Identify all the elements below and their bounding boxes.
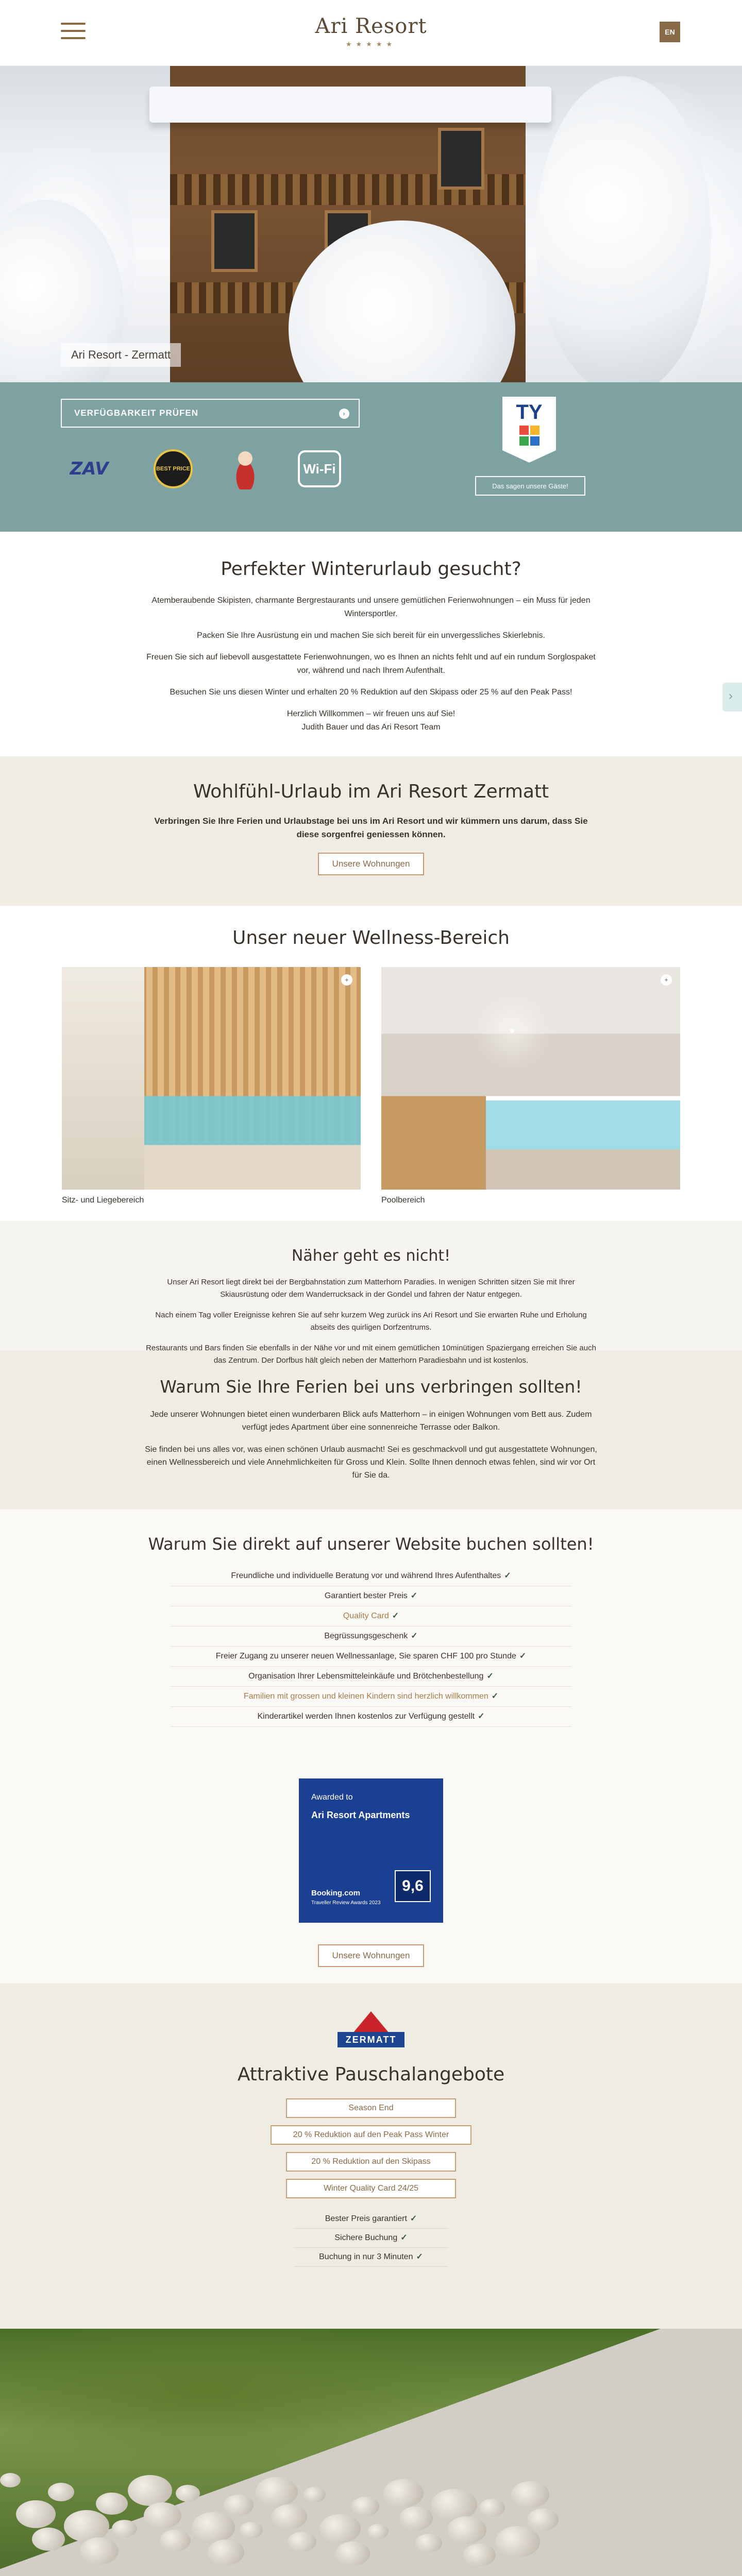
wellbeing-section bbox=[0, 756, 742, 906]
hero-image bbox=[0, 66, 742, 382]
award-score: 9,6 bbox=[395, 1870, 431, 1902]
brand-logo[interactable] bbox=[0, 14, 742, 48]
brand-stars: ★★★★★ bbox=[345, 40, 397, 48]
zoom-icon[interactable]: + bbox=[661, 974, 672, 986]
apartments-button[interactable]: Unsere Wohnungen bbox=[318, 1944, 425, 1967]
check-icon: ✓ bbox=[491, 1692, 499, 1701]
wellness-section bbox=[0, 906, 742, 1221]
check-icon: ✓ bbox=[410, 2214, 417, 2223]
location-section bbox=[0, 1221, 742, 1365]
intro-title: Perfekter Winterurlaub gesucht? bbox=[221, 558, 521, 580]
benefit-text: Freier Zugang zu unserer neuen Wellnessanlage, Sie sparen CHF 100 pro Stunde bbox=[215, 1652, 516, 1660]
benefit-text: Kinderartikel werden Ihnen kostenlos zur Verfügung gestellt bbox=[257, 1712, 475, 1721]
image-caption: Sitz- und Liegebereich bbox=[62, 1196, 144, 1205]
gallery-item[interactable] bbox=[381, 967, 680, 1205]
quality-badge: BEST PRICE bbox=[154, 449, 193, 488]
benefit-item bbox=[170, 1606, 572, 1626]
availability-label: VERFÜGBARKEIT PRÜFEN bbox=[74, 408, 199, 418]
intro-paragraph: Packen Sie Ihre Ausrüstung ein und machen Sie sich bereit für ein unvergessliches Skierlebnis. bbox=[197, 631, 545, 640]
intro-section bbox=[0, 532, 742, 756]
apartments-button[interactable]: Unsere Wohnungen bbox=[318, 853, 425, 875]
offer-quality-card[interactable]: Winter Quality Card 24/25 bbox=[286, 2179, 456, 2198]
award-subtitle: Traveller Review Awards 2023 bbox=[311, 1900, 381, 1906]
zoom-icon[interactable]: + bbox=[341, 974, 352, 986]
check-icon: ✓ bbox=[519, 1652, 527, 1660]
check-icon: ✓ bbox=[416, 2252, 423, 2261]
zermatt-logo-text: ZERMATT bbox=[338, 2032, 404, 2047]
check-icon: ✓ bbox=[411, 1632, 418, 1640]
check-icon: ✓ bbox=[410, 1591, 418, 1600]
availability-button[interactable] bbox=[61, 399, 360, 428]
intro-paragraph: Atemberaubende Skipisten, charmante Bergrestaurants und unsere gemütlichen Ferienwohnungen – ein Muss für jeden Wintersportler. bbox=[151, 596, 591, 618]
benefit-text: Freundliche und individuelle Beratung vor und während Ihres Aufenthaltes bbox=[231, 1571, 501, 1580]
benefit-item bbox=[170, 1707, 572, 1727]
offer-skipass[interactable]: 20 % Reduktion auf den Skipass bbox=[286, 2152, 456, 2172]
check-icon: ✓ bbox=[400, 2233, 408, 2242]
ski-resort-badge: ZAV bbox=[70, 459, 109, 479]
benefit-item bbox=[170, 1667, 572, 1687]
package-benefit-text: Sichere Buchung bbox=[334, 2233, 398, 2242]
gallery-item[interactable] bbox=[62, 967, 361, 1205]
why-title: Warum Sie Ihre Ferien bei uns verbringen sollten! bbox=[160, 1377, 582, 1397]
benefit-item bbox=[170, 1566, 572, 1586]
image-caption: Poolbereich bbox=[381, 1196, 425, 1205]
package-benefit-item bbox=[294, 2210, 448, 2229]
package-benefit-text: Bester Preis garantiert bbox=[325, 2214, 407, 2223]
wellness-gallery bbox=[0, 967, 742, 1205]
location-paragraph: Restaurants und Bars finden Sie ebenfalls in der Nähe vor und mit einem gemütlichen 10minütigen Spaziergang erreichen Sie auch das Zentrum. Der Dorfbus hält gleich neben der Matterhorn Paradiesbahn und ist kostenlos. bbox=[146, 1344, 596, 1365]
why-paragraph: Sie finden bei uns alles vor, was einen schönen Urlaub ausmacht! Sei es geschmackvoll und gut ausgestattete Wohnungen, einen Wellnessbereich und viele Annehmlichkeiten für Gross und Klein. Sollte Ihnen dennoch etwas fehlen, sind wir vor Ort für Sie da. bbox=[145, 1445, 597, 1480]
packages-title: Attraktive Pauschalangebote bbox=[237, 2064, 505, 2085]
package-benefit-item bbox=[294, 2248, 448, 2267]
package-benefits bbox=[0, 2210, 742, 2267]
benefit-text: Garantiert bester Preis bbox=[324, 1591, 408, 1600]
brand-name: Ari Resort bbox=[315, 14, 427, 38]
benefit-item bbox=[170, 1586, 572, 1606]
direct-booking-section bbox=[0, 1510, 742, 1984]
zermatt-logo bbox=[338, 2011, 404, 2053]
booking-award bbox=[299, 1778, 443, 1923]
intro-paragraph: Besuchen Sie uns diesen Winter und erhalten 20 % Reduktion auf den Skipass oder 25 % auf den Peak Pass! bbox=[170, 688, 572, 697]
location-paragraph: Nach einem Tag voller Ereignisse kehren Sie auf sehr kurzem Weg zurück ins Ari Resort und Sie erwarten Ruhe und Erholung abseits des quirligen Dorfzentrums. bbox=[155, 1311, 587, 1332]
award-name: Ari Resort Apartments bbox=[311, 1810, 410, 1820]
booking-band bbox=[0, 382, 742, 532]
reviews-button[interactable]: Das sagen unsere Gäste! bbox=[475, 476, 585, 496]
trustyou-logo[interactable] bbox=[502, 397, 556, 464]
wifi-badge: Wi-Fi bbox=[298, 450, 341, 487]
benefit-item bbox=[170, 1687, 572, 1707]
intro-greeting: Herzlich Willkommen – wir freuen uns auf Sie! Judith Bauer und das Ari Resort Team bbox=[286, 709, 456, 732]
garden-photo bbox=[0, 2329, 742, 2576]
badge-row bbox=[61, 448, 341, 489]
benefit-item bbox=[170, 1626, 572, 1647]
award-label: Awarded to bbox=[311, 1793, 353, 1802]
offer-season-end[interactable]: Season End bbox=[286, 2098, 456, 2118]
check-icon: ✓ bbox=[478, 1712, 485, 1721]
lounge-image[interactable] bbox=[62, 967, 361, 1190]
why-section bbox=[0, 1351, 742, 1510]
trustyou-text: TY bbox=[516, 400, 543, 423]
benefit-text: Begrüssungsgeschenk bbox=[324, 1632, 408, 1640]
intro-paragraph: Freuen Sie sich auf liebevoll ausgestattete Ferienwohnungen, wo es Ihnen an nichts fehlt und auf ein rundum Sorglospaket vor, während und nach Ihrem Aufenthalt. bbox=[146, 653, 596, 675]
pool-image[interactable] bbox=[381, 967, 680, 1190]
wellness-title: Unser neuer Wellness-Bereich bbox=[232, 927, 510, 948]
location-paragraph: Unser Ari Resort liegt direkt bei der Bergbahnstation zum Matterhorn Paradies. In wenigen Schritten sitzen Sie mit Ihrer Skiausrüstung oder dem Wanderrucksack in der Gondel und fahren der Natur entgegen. bbox=[167, 1278, 575, 1299]
package-benefit-item bbox=[294, 2229, 448, 2248]
location-title: Näher geht es nicht! bbox=[291, 1247, 451, 1265]
check-icon: ✓ bbox=[504, 1571, 511, 1580]
language-switch[interactable]: EN bbox=[660, 22, 680, 42]
site-header bbox=[0, 0, 742, 66]
direct-title: Warum Sie direkt auf unserer Website buchen sollten! bbox=[148, 1534, 594, 1554]
benefit-text: Organisation Ihrer Lebensmitteleinkäufe und Brötchenbestellung bbox=[248, 1672, 484, 1681]
packages-section bbox=[0, 1984, 742, 2329]
wellbeing-title: Wohlfühl-Urlaub im Ari Resort Zermatt bbox=[193, 781, 549, 802]
benefit-list bbox=[170, 1566, 572, 1727]
why-paragraph: Jede unserer Wohnungen bietet einen wunderbaren Blick aufs Matterhorn – in einigen Wohnungen vom Bett aus. Zudem verfügt jedes Apartment über eine sonnenreiche Terrasse oder Balkon. bbox=[150, 1410, 592, 1432]
arrow-right-icon: › bbox=[339, 409, 349, 419]
check-icon: ✓ bbox=[486, 1672, 494, 1681]
benefit-text: Familien mit grossen und kleinen Kindern sind herzlich willkommen bbox=[243, 1692, 488, 1701]
benefit-text: Quality Card bbox=[343, 1612, 389, 1620]
offer-peak-pass[interactable]: 20 % Reduktion auf den Peak Pass Winter bbox=[271, 2125, 471, 2145]
mascot-badge bbox=[229, 448, 262, 489]
hero-caption: Ari Resort - Zermatt bbox=[61, 343, 181, 367]
award-provider: Booking.com bbox=[311, 1889, 361, 1897]
side-tab-toggle[interactable] bbox=[722, 683, 742, 711]
check-icon: ✓ bbox=[392, 1612, 399, 1620]
benefit-item bbox=[170, 1647, 572, 1667]
wellbeing-lead: Verbringen Sie Ihre Ferien und Urlaubstage bei uns im Ari Resort und wir kümmern uns darum, dass Sie diese sorgenfrei geniessen können. bbox=[154, 816, 588, 839]
package-benefit-text: Buchung in nur 3 Minuten bbox=[319, 2252, 413, 2261]
